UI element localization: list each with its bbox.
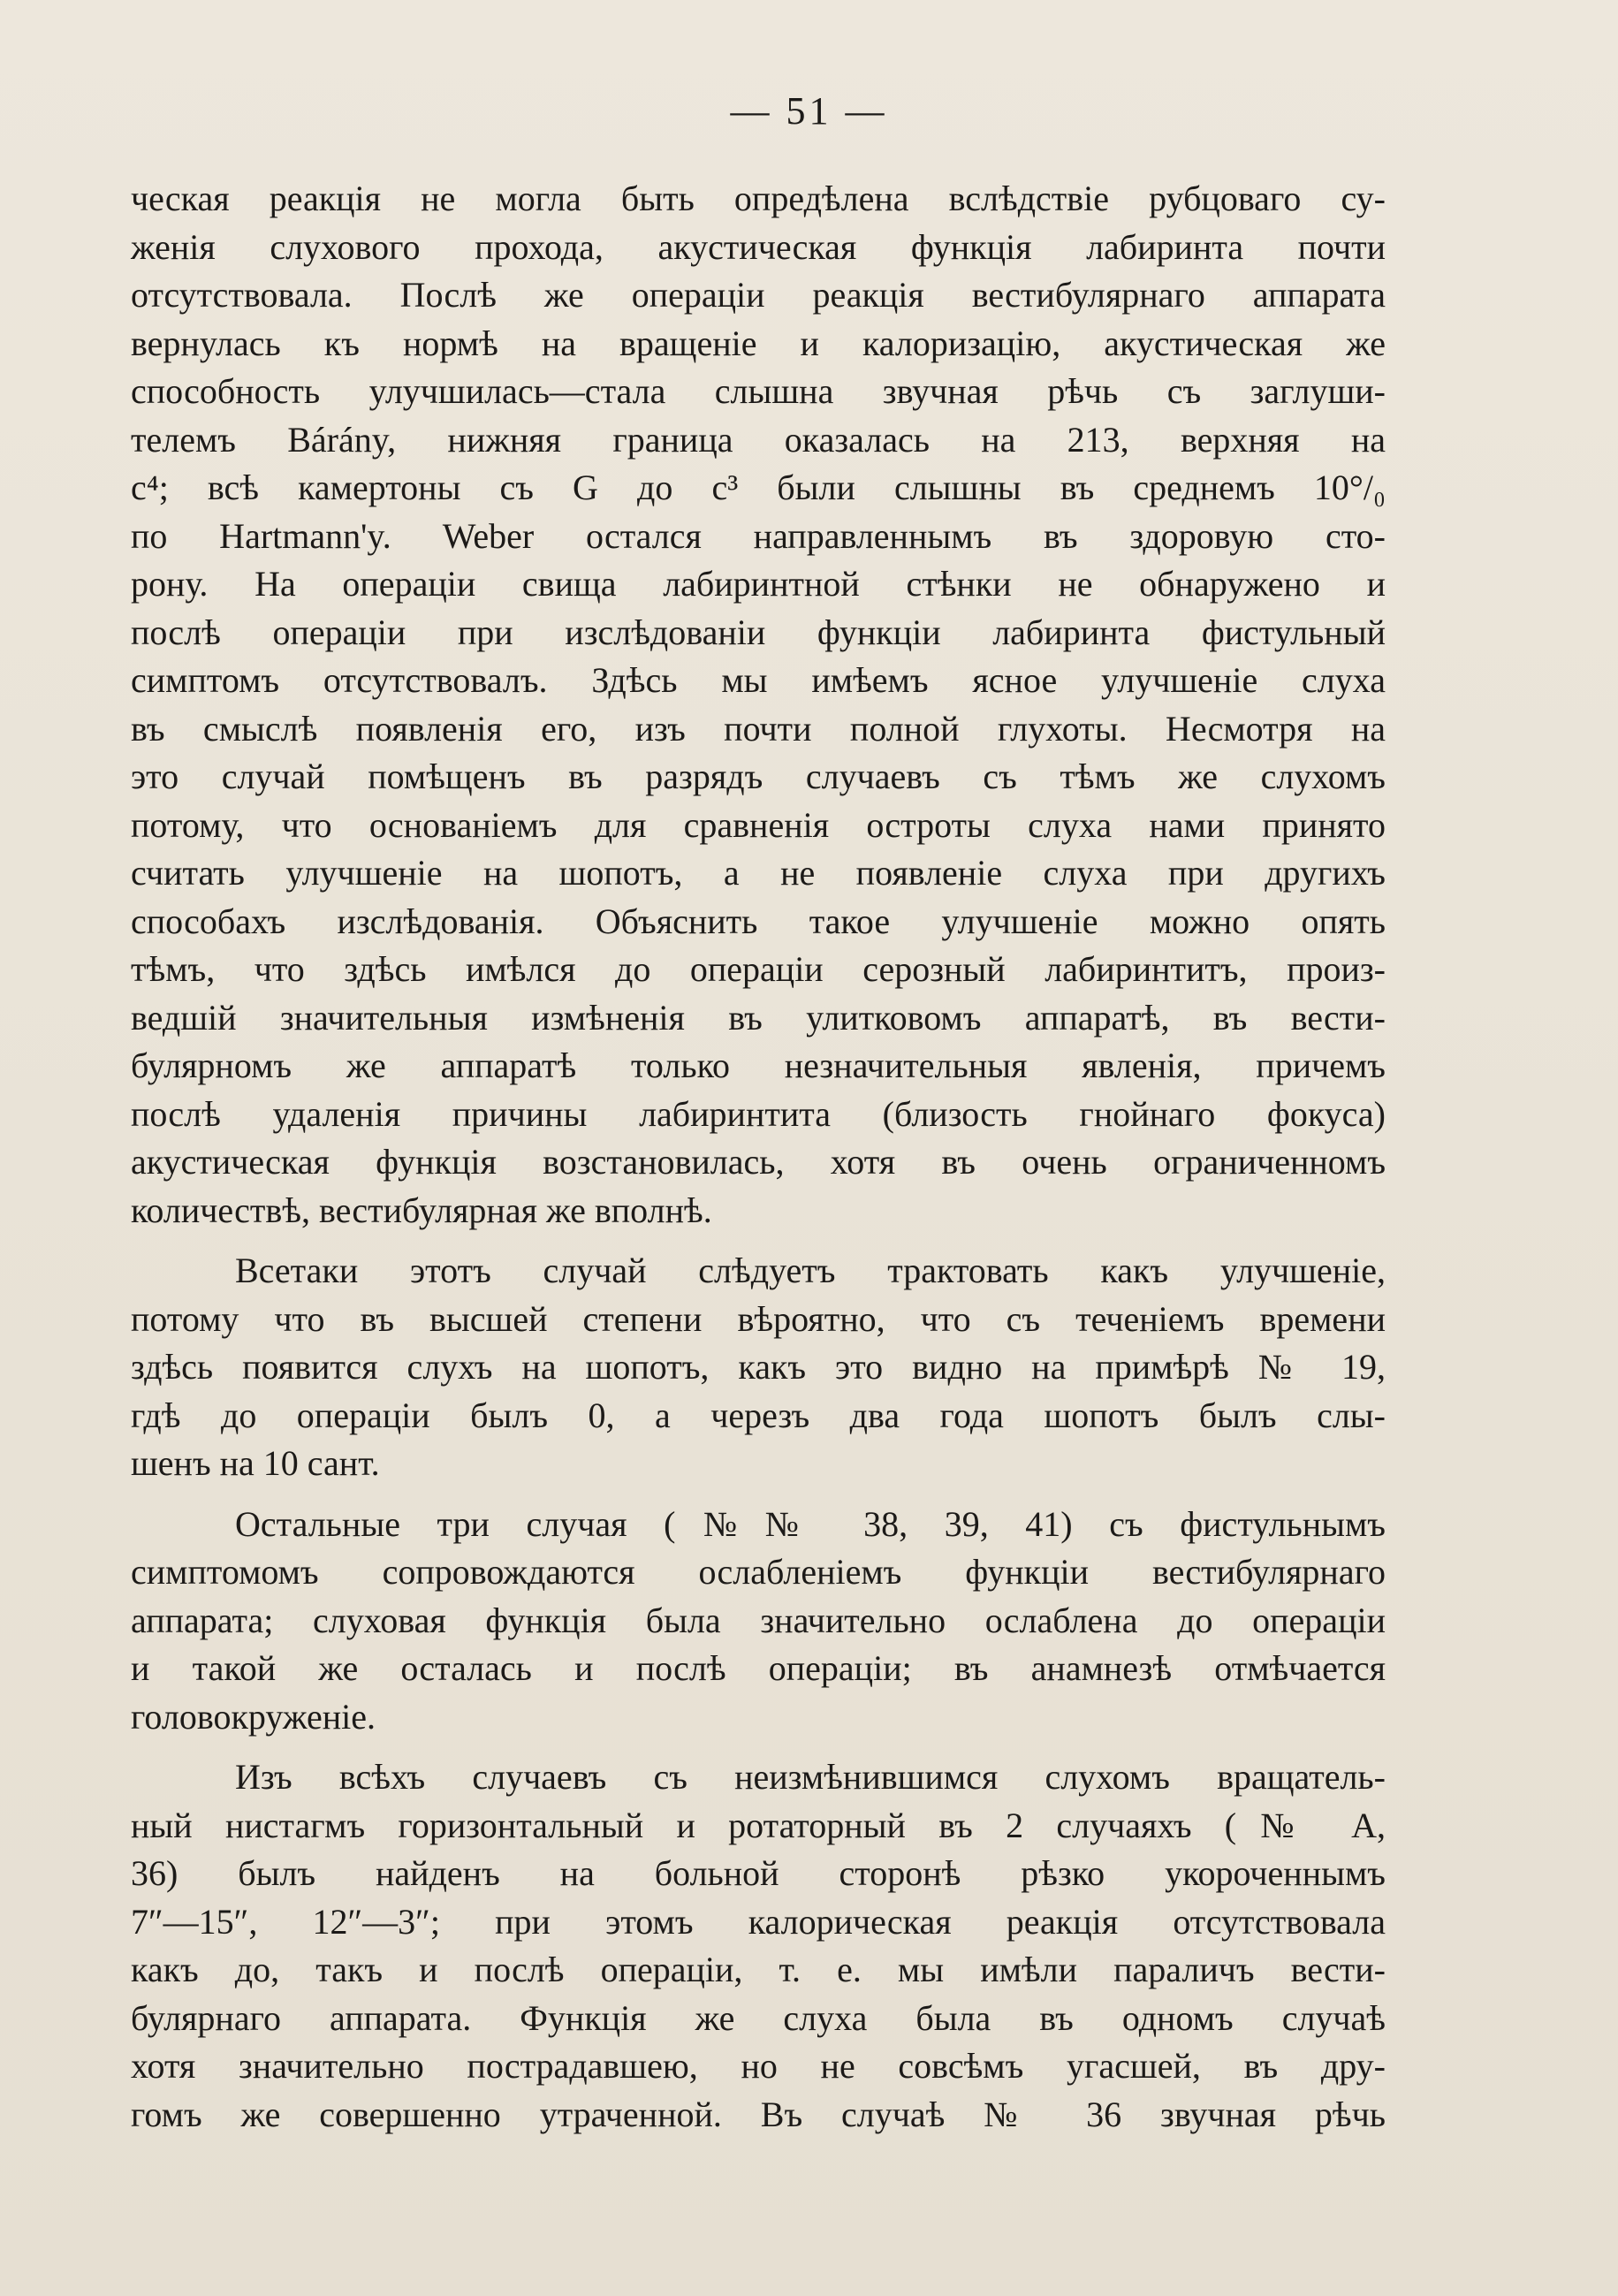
text-line: отсутствовала. Послѣ же операціи реакція вестибулярнаго аппарата bbox=[131, 275, 1386, 315]
text-line: гдѣ до операціи былъ 0, а черезъ два года шопотъ былъ слы- bbox=[131, 1395, 1386, 1435]
text-line: симптомомъ сопровождаются ослабленіемъ функціи вестибулярнаго bbox=[131, 1552, 1386, 1592]
text-line: ведшій значительныя измѣненія въ улитковомъ аппаратѣ, въ вести- bbox=[131, 997, 1386, 1038]
text-line: какъ до, такъ и послѣ операціи, т. е. мы имѣли параличъ вести- bbox=[131, 1950, 1386, 1989]
text-line: послѣ удаленія причины лабиринтита (близость гнойнаго фокуса) bbox=[131, 1093, 1386, 1134]
body-text bbox=[131, 175, 1386, 2139]
text-line: количествѣ, вестибулярная же вполнѣ. bbox=[131, 1190, 712, 1230]
text-line: булярнаго аппарата. Функція же слуха была въ одномъ случаѣ bbox=[131, 1997, 1386, 2038]
text-line: шенъ на 10 сант. bbox=[131, 1443, 380, 1483]
text-line: и такой же осталась и послѣ операціи; въ анамнезѣ отмѣчается bbox=[131, 1648, 1386, 1688]
text-line: вернулась къ нормѣ на вращеніе и калоризацію, акустическая же bbox=[131, 323, 1386, 363]
text-line: симптомъ отсутствовалъ. Здѣсь мы имѣемъ ясное улучшеніе слуха bbox=[131, 660, 1386, 700]
text-line: гомъ же совершенно утраченной. Въ случаѣ № 36 звучная рѣчь bbox=[131, 2094, 1386, 2134]
text-line: ный нистагмъ горизонтальный и ротаторный въ 2 случаяхъ (№ А, bbox=[131, 1805, 1386, 1845]
text-line: считать улучшеніе на шопотъ, а не появленіе слуха при другихъ bbox=[131, 853, 1386, 893]
text-line: 36) былъ найденъ на больной сторонѣ рѣзко укороченнымъ bbox=[131, 1853, 1386, 1893]
text-line: послѣ операціи при изслѣдованіи функціи лабиринта фистульный bbox=[131, 612, 1386, 652]
text-line: женія слухового прохода, акустическая функція лабиринта почти bbox=[131, 226, 1386, 267]
page-number: — 51 — bbox=[730, 89, 888, 133]
text-line: потому, что основаніемъ для сравненія остроты слуха нами принято bbox=[131, 804, 1386, 845]
paragraph bbox=[131, 175, 1386, 1235]
text-line: способность улучшилась—стала слышна звучная рѣчь съ заглуши- bbox=[131, 371, 1386, 411]
text-line: аппарата; слуховая функція была значительно ослаблена до операціи bbox=[131, 1600, 1386, 1640]
paragraph bbox=[131, 1753, 1386, 2139]
text-line: булярномъ же аппаратѣ только незначительныя явленія, причемъ bbox=[131, 1045, 1386, 1085]
text-line: 7″—15″, 12″—3″; при этомъ калорическая реакція отсутствовала bbox=[131, 1901, 1386, 1942]
text-line: потому что въ высшей степени вѣроятно, что съ теченіемъ времени bbox=[131, 1298, 1386, 1339]
text-line: хотя значительно пострадавшею, но не совсѣмъ угасшей, въ дру- bbox=[131, 2046, 1386, 2086]
text-line: Изъ всѣхъ случаевъ съ неизмѣнившимся слухомъ вращатель- bbox=[235, 1757, 1386, 1797]
text-line: c⁴; всѣ камертоны съ G до c³ были слышны въ среднемъ 10°/₀ bbox=[131, 468, 1386, 507]
paragraph bbox=[131, 1501, 1386, 1742]
text-line: способахъ изслѣдованія. Объяснить такое улучшеніе можно опять bbox=[131, 901, 1386, 941]
text-line: рону. На операціи свища лабиринтной стѣнки не обнаружено и bbox=[131, 564, 1386, 604]
text-line: акустическая функція возстановилась, хотя въ очень ограниченномъ bbox=[131, 1142, 1386, 1182]
paragraph bbox=[131, 1247, 1386, 1488]
text-line: въ смыслѣ появленія его, изъ почти полной глухоты. Несмотря на bbox=[131, 708, 1386, 749]
text-line: здѣсь появится слухъ на шопотъ, какъ это видно на примѣрѣ № 19, bbox=[131, 1347, 1386, 1387]
text-line: телемъ Bárány, нижняя граница оказалась на 213, верхняя на bbox=[131, 419, 1386, 460]
text-line: тѣмъ, что здѣсь имѣлся до операціи серозный лабиринтитъ, произ- bbox=[131, 949, 1386, 989]
text-line: по Hartmann'y. Weber остался направленнымъ въ здоровую сто- bbox=[131, 515, 1386, 556]
text-line: это случай помѣщенъ въ разрядъ случаевъ съ тѣмъ же слухомъ bbox=[131, 756, 1386, 796]
text-line: головокруженіе. bbox=[131, 1696, 376, 1737]
text-line: Всетаки этотъ случай слѣдуетъ трактовать какъ улучшеніе, bbox=[235, 1251, 1386, 1290]
text-line: ческая реакція не могла быть опредѣлена вслѣдствіе рубцоваго су- bbox=[131, 179, 1386, 218]
text-line: Остальные три случая (№№ 38, 39, 41) съ фистульнымъ bbox=[235, 1503, 1386, 1544]
